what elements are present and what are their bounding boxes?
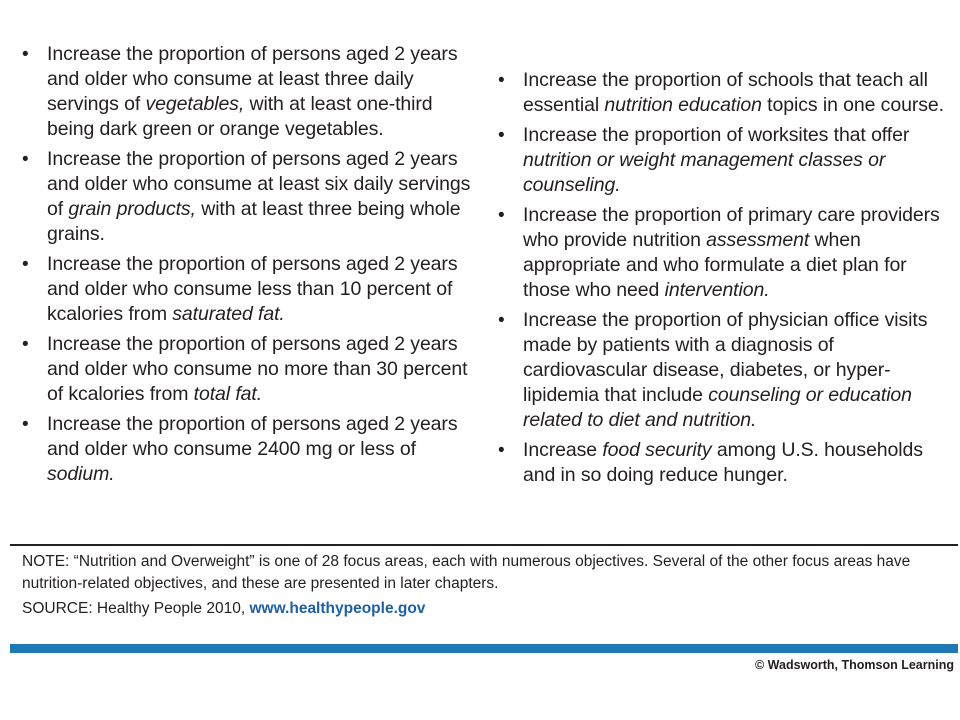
objective-text: Increase the proportion of worksites that offer [523,124,910,146]
objective-text: Increase [523,439,603,461]
bullet-icon: • [498,125,505,146]
footer-blue-band [10,644,958,653]
bullet-icon: • [22,254,29,275]
objective-text: with at least three being whole grains. [47,198,461,245]
objective-text: topics in one course. [761,94,944,116]
note-divider [10,544,958,546]
objective-item [498,68,948,118]
objective-text: when appropriate and who formulate a diet plan for those who need [523,229,907,301]
objective-text: Increase the proportion of physician office visits made by patients with a diagnosis of cardiovascular disease, diabetes, or hyper-lipidemia that include [523,309,928,406]
bullet-icon: • [498,205,505,226]
bullet-icon: • [22,44,29,65]
objective-text: with at least one-third being dark green or orange vegetables. [47,93,433,140]
objective-emphasis: total fat. [193,383,263,405]
objective-item [22,42,477,142]
bullet-icon: • [22,414,29,435]
objective-item [22,412,477,487]
objective-text: Increase the proportion of persons aged 2 years and older who consume at least three daily servings of [47,43,458,115]
objective-emphasis: grain products, [68,198,196,220]
objective-item [498,203,948,303]
bullet-icon: • [498,310,505,331]
objective-item [498,438,948,488]
left-objectives-column [22,42,477,492]
objective-emphasis: nutrition or weight management classes or counseling. [523,149,886,196]
objective-emphasis: saturated fat. [172,303,285,325]
objective-text: Increase the proportion of persons aged 2 years and older who consume no more than 30 percent of kcalories from [47,333,468,405]
source-link[interactable]: www.healthypeople.gov [249,600,426,617]
note-text: NOTE: “Nutrition and Overweight” is one of 28 focus areas, each with numerous objectives. Several of the other focus areas have nutrition-related objectives, and these are presented in later chapters. [22,553,911,592]
objective-text: Increase the proportion of persons aged 2 years and older who consume at least six daily servings of [47,148,471,220]
objective-emphasis: counseling or education related to diet and nutrition. [523,384,912,431]
objective-text: Increase the proportion of primary care providers who provide nutrition [523,204,940,251]
objective-emphasis: food security [602,439,712,461]
objective-text: Increase the proportion of persons aged 2 years and older who consume 2400 mg or less of [47,413,458,460]
left-objectives-list [22,42,477,487]
bullet-icon: • [22,334,29,355]
objective-text: among U.S. households and in so doing reduce hunger. [523,439,923,486]
objective-emphasis: intervention. [664,279,770,301]
right-objectives-list [498,68,948,488]
objective-item [22,147,477,247]
objective-item [22,332,477,407]
right-objectives-column [498,68,948,493]
objective-text: Increase the proportion of schools that teach all essential [523,69,928,116]
source-label: SOURCE: Healthy People 2010, [22,600,250,617]
bullet-icon: • [498,70,505,91]
objective-emphasis: vegetables, [145,93,245,115]
objective-item [22,252,477,327]
objective-item [498,123,948,198]
objective-emphasis: nutrition education [604,94,762,116]
bullet-icon: • [498,440,505,461]
copyright-text: © Wadsworth, Thomson Learning [754,658,954,672]
bullet-icon: • [22,149,29,170]
source-line [22,598,947,620]
objective-text: Increase the proportion of persons aged 2 years and older who consume less than 10 percent of kcalories from [47,253,458,325]
objective-item [498,308,948,433]
objective-emphasis: assessment [706,229,810,251]
objective-emphasis: sodium. [47,463,115,485]
